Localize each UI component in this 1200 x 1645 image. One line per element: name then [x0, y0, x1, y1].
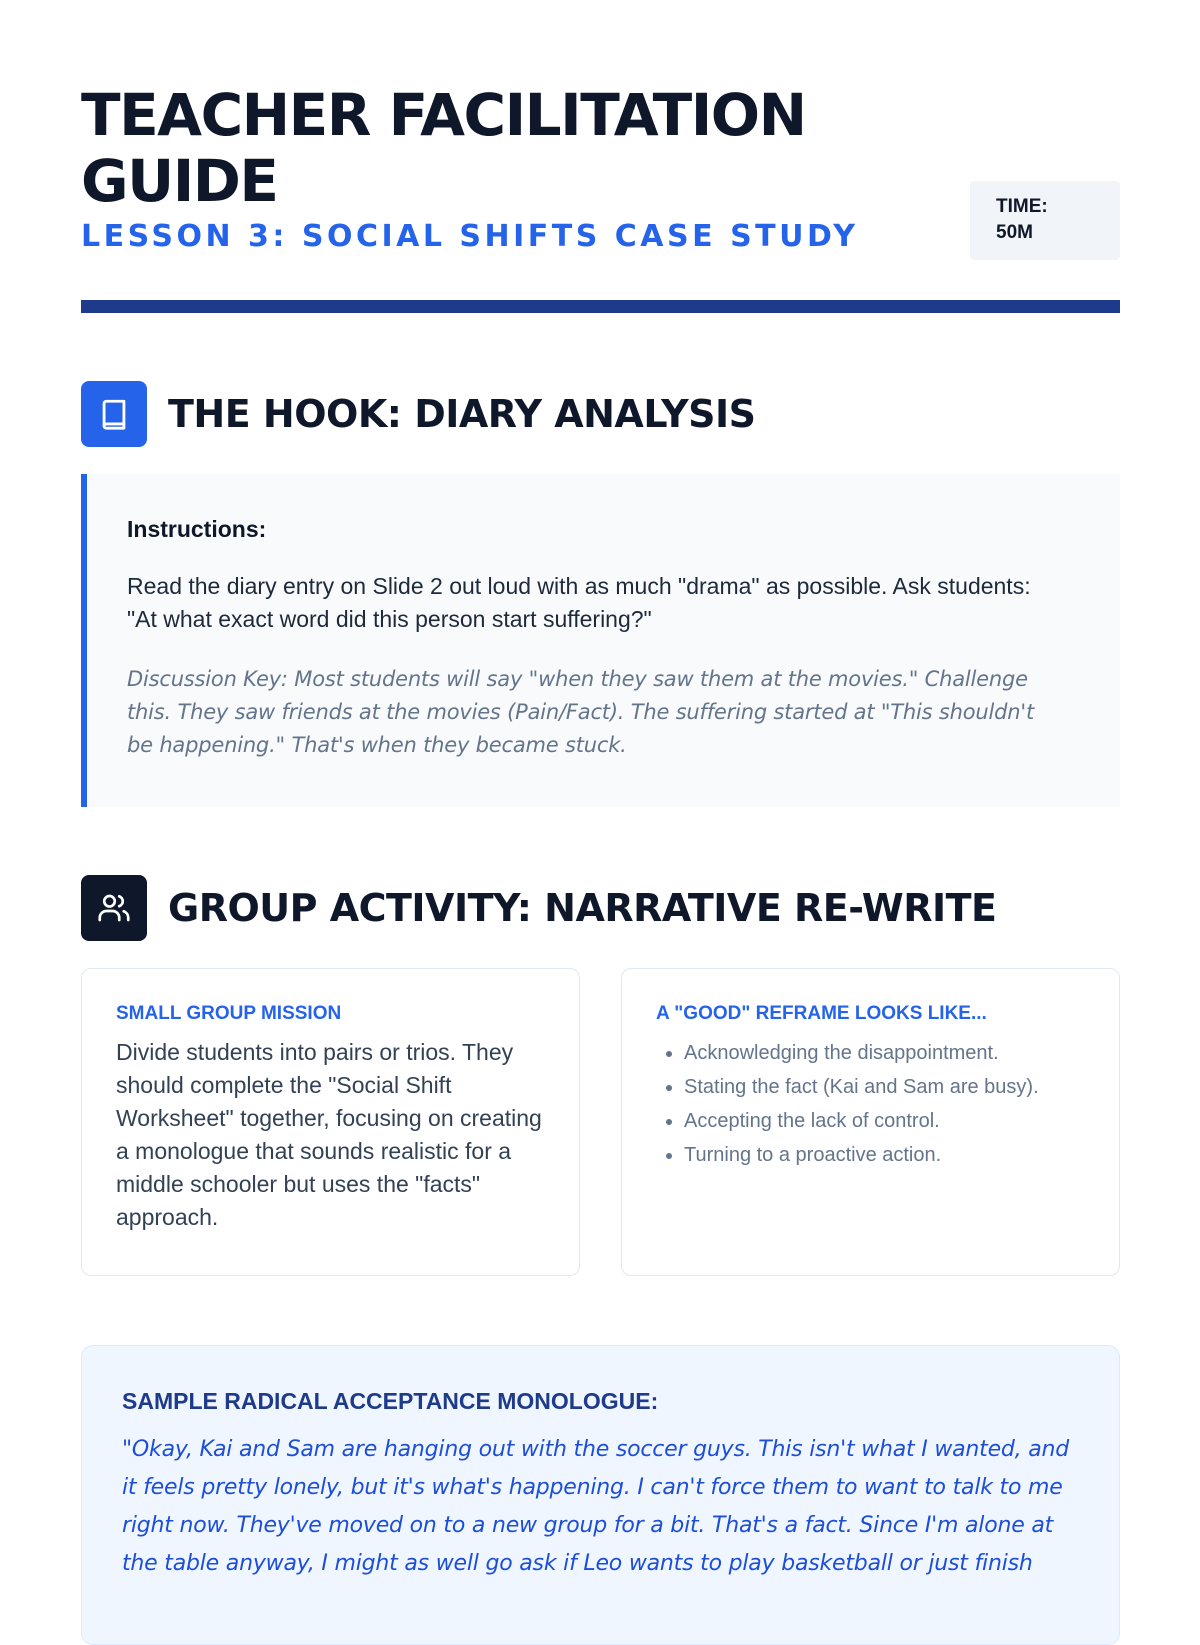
hook-instructions-box	[81, 474, 1120, 807]
sample-text: "Okay, Kai and Sam are hanging out with the soccer guys. This isn't what I wanted, and it feels pretty lonely, but it's what's happening. I can't force them to want to talk to me right now. They've moved on to a new group for a bit. That's a fact. Since I'm alone at the table anyway, I might as well go ask if Leo wants to play basketball or just finish	[122, 1437, 1070, 1576]
facilitation-guide-page	[81, 0, 1120, 1600]
discussion-key: Discussion Key: Most students will say "when they saw them at the movies." Challenge this. They saw friends at the movies (Pain/Fact). The suffering started at "This shouldn't be happening." That's when they became stuck.	[127, 667, 1034, 757]
time-badge	[970, 181, 1120, 260]
header-divider	[81, 300, 1120, 313]
small-group-mission-card	[81, 968, 580, 1276]
list-item: • Turning to a proactive action.	[684, 1138, 1085, 1172]
sample-label: SAMPLE RADICAL ACCEPTANCE MONOLOGUE:	[122, 1388, 659, 1414]
page-title: TEACHER FACILITATION GUIDE	[81, 81, 806, 215]
reframe-list	[656, 1036, 1085, 1172]
hook-section-heading	[81, 381, 756, 447]
time-value: 50M	[996, 222, 1033, 243]
list-item: • Stating the fact (Kai and Sam are busy).	[684, 1070, 1085, 1104]
list-item: • Accepting the lack of control.	[684, 1104, 1085, 1138]
users-icon	[81, 875, 147, 941]
instructions-label: Instructions:	[127, 516, 267, 542]
activity-section-heading	[81, 875, 996, 941]
lesson-subtitle: LESSON 3: SOCIAL SHIFTS CASE STUDY	[81, 219, 859, 254]
mission-text: Divide students into pairs or trios. They should complete the "Social Shift Worksheet" together, focusing on creating a monologue that sounds realistic for a middle schooler but uses the "facts" approach.	[116, 1039, 542, 1230]
sample-monologue-box	[81, 1345, 1120, 1645]
mission-label: SMALL GROUP MISSION	[116, 1003, 342, 1024]
reframe-label: A "GOOD" REFRAME LOOKS LIKE...	[656, 1003, 987, 1024]
hook-heading: THE HOOK: DIARY ANALYSIS	[168, 392, 756, 436]
good-reframe-card	[621, 968, 1120, 1276]
book-icon	[81, 381, 147, 447]
list-item: • Acknowledging the disappointment.	[684, 1036, 1085, 1070]
time-label: TIME:	[996, 196, 1048, 217]
instructions-text: Read the diary entry on Slide 2 out loud with as much "drama" as possible. Ask students: "At what exact word did this person start suffering?"	[127, 573, 1031, 632]
activity-heading: GROUP ACTIVITY: NARRATIVE RE-WRITE	[168, 886, 997, 930]
